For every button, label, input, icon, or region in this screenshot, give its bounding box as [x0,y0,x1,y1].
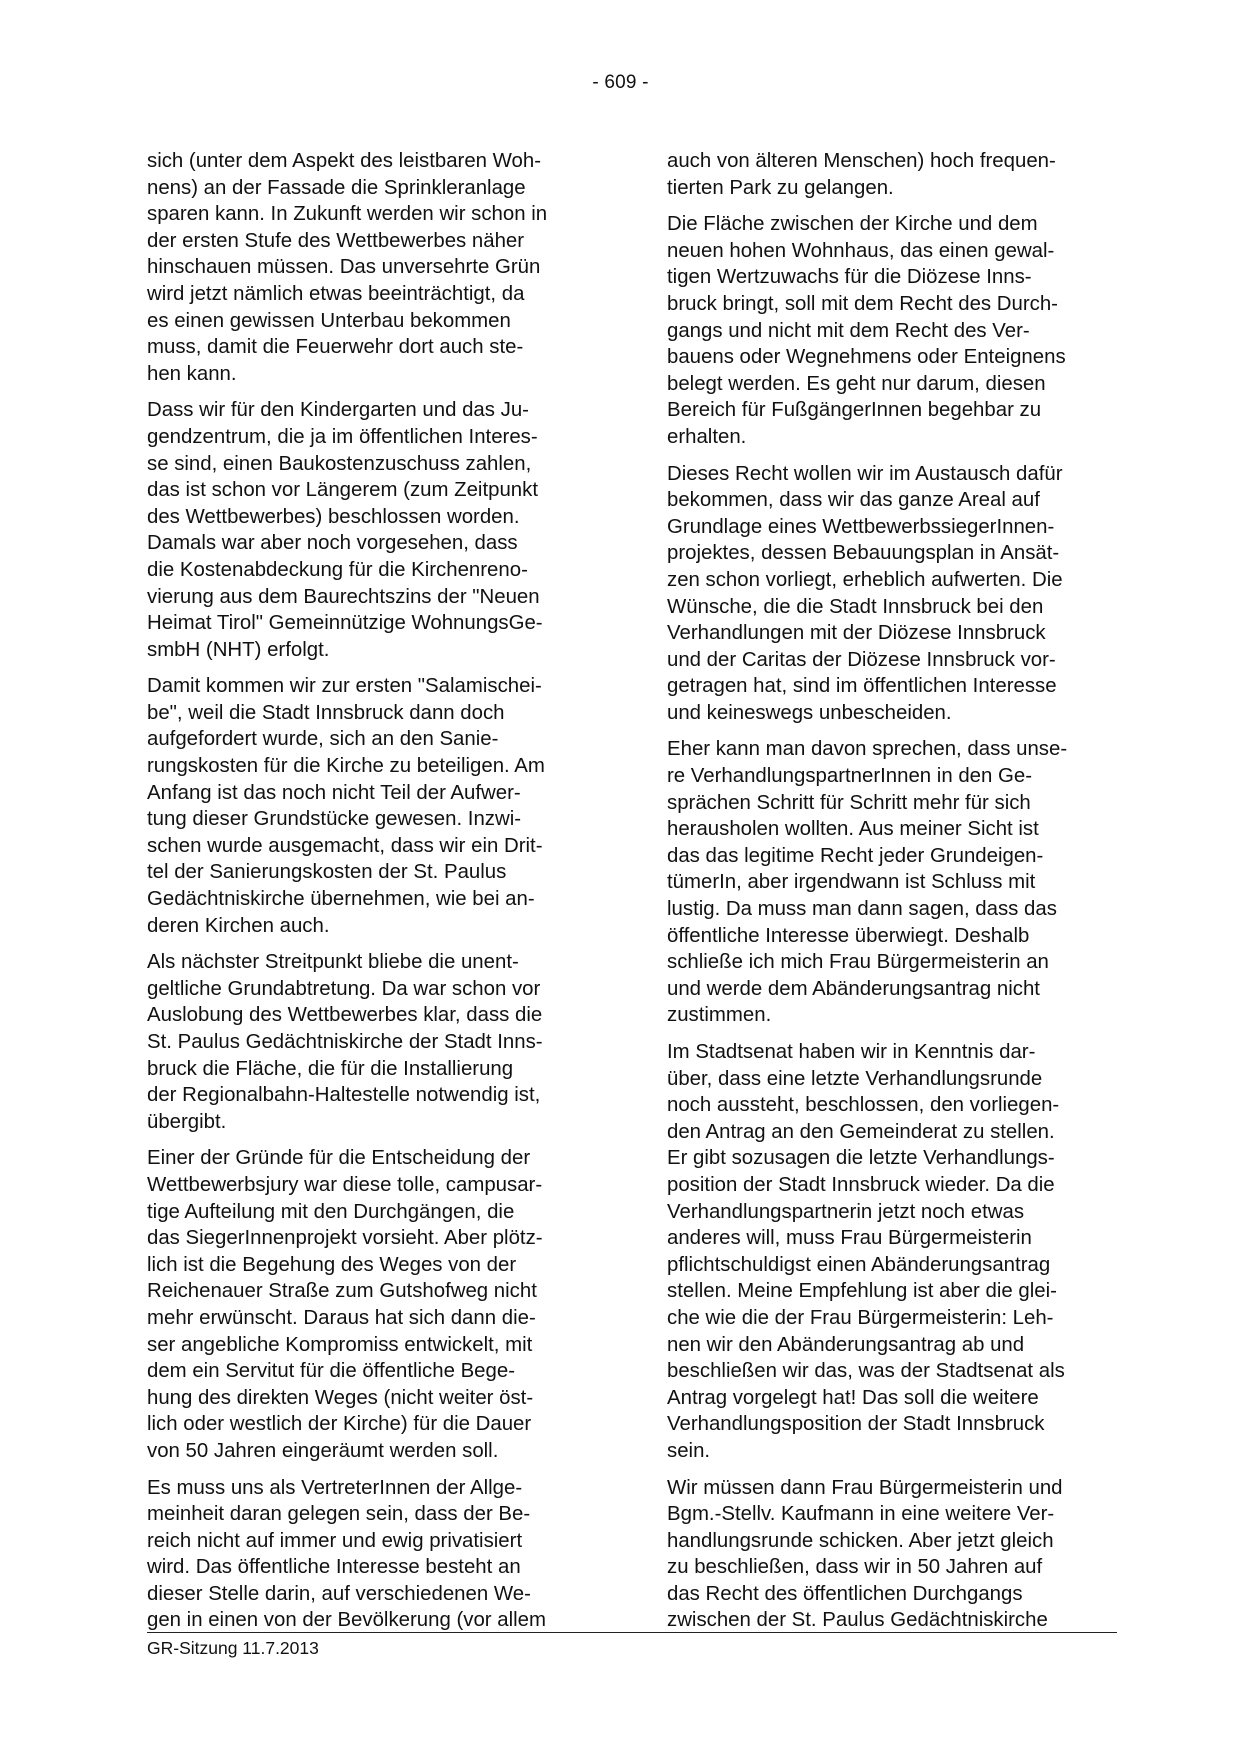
text-line: ser angebliche Kompromiss entwickelt, mit [147,1333,533,1356]
text-line: die Kostenabdeckung für die Kirchenreno- [147,558,528,581]
text-line: lich ist die Begehung des Weges von der [147,1253,517,1276]
text-line: über, dass eine letzte Verhandlungsrunde [667,1067,1043,1090]
text-line: das das legitime Recht jeder Grundeigen- [667,844,1044,867]
left-paragraph [147,949,597,1135]
text-line: getragen hat, sind im öffentlichen Interesse [667,675,1057,698]
text-line: bauens oder Wegnehmens oder Enteignens [667,346,1066,369]
text-line: tümerIn, aber irgendwann ist Schluss mit [667,871,1036,894]
text-line: Reichenauer Straße zum Gutshofweg nicht [147,1280,537,1303]
text-line: lustig. Da muss man dann sagen, dass das [667,898,1057,921]
text-line: neuen hohen Wohnhaus, das einen gewal- [667,239,1055,262]
left-column [147,148,597,1644]
text-line: Im Stadtsenat haben wir in Kenntnis dar- [667,1041,1036,1063]
text-line: zu beschließen, dass wir in 50 Jahren auf [667,1556,1043,1579]
text-line: se sind, einen Baukostenzuschuss zahlen, [147,452,532,475]
text-line: beschließen wir das, was der Stadtsenat als [667,1360,1065,1383]
text-line: tierten Park zu gelangen. [667,176,894,199]
text-line: vierung aus dem Baurechtszins der "Neuen [147,585,540,608]
right-paragraph [667,461,1117,727]
text-line: Verhandlungen mit der Diözese Innsbruck [667,622,1046,645]
footer-session-date: GR-Sitzung 11.7.2013 [147,1638,319,1658]
text-line: den Antrag an den Gemeinderat zu stellen. [667,1120,1055,1143]
text-line: anderes will, muss Frau Bürgermeisterin [667,1227,1032,1250]
text-line: der ersten Stufe des Wettbewerbes näher [147,229,525,252]
text-line: herausholen wollten. Aus meiner Sicht ist [667,818,1039,841]
text-line: von 50 Jahren eingeräumt werden soll. [147,1439,499,1462]
text-line: tigen Wertzuwachs für die Diözese Inns- [667,266,1032,289]
text-line: nen wir den Abänderungsantrag ab und [667,1333,1025,1356]
text-line: es einen gewissen Unterbau bekommen [147,309,511,332]
text-line: des Wettbewerbes) beschlossen worden. [147,505,520,528]
text-line: Wünsche, die die Stadt Innsbruck bei den [667,595,1044,618]
text-line: noch aussteht, beschlossen, den vorliegen- [667,1094,1060,1117]
text-line: smbH (NHT) erfolgt. [147,638,330,661]
text-line: Antrag vorgelegt hat! Das soll die weitere [667,1386,1039,1409]
text-line: und werde dem Abänderungsantrag nicht [667,977,1040,1000]
left-paragraph [147,148,597,387]
text-line: reich nicht auf immer und ewig privatisiert [147,1529,523,1552]
text-line: bruck die Fläche, die für die Installierung [147,1057,514,1080]
text-line: Bgm.-Stellv. Kaufmann in eine weitere Ver- [667,1503,1055,1526]
text-line: stellen. Meine Empfehlung ist aber die glei- [667,1280,1057,1303]
text-line: das Recht des öffentlichen Durchgangs [667,1582,1023,1605]
text-line: dem ein Servitut für die öffentliche Bege- [147,1360,515,1383]
text-line: handlungsrunde schicken. Aber jetzt gleich [667,1529,1054,1552]
text-line: Damals war aber noch vorgesehen, dass [147,532,518,555]
text-line: Er gibt sozusagen die letzte Verhandlungs- [667,1147,1055,1170]
text-line: tel der Sanierungskosten der St. Paulus [147,861,507,884]
text-line: Damit kommen wir zur ersten "Salamischei- [147,675,542,698]
left-paragraph [147,1145,597,1464]
text-line: öffentliche Interesse überwiegt. Deshalb [667,924,1030,947]
text-line: das SiegerInnenprojekt vorsieht. Aber plötz- [147,1227,543,1250]
text-line: be", weil die Stadt Innsbruck dann doch [147,701,505,724]
text-line: rungskosten für die Kirche zu beteiligen. Am [147,755,545,778]
text-line: gendzentrum, die ja im öffentlichen Interes- [147,425,538,448]
text-line: Die Fläche zwischen der Kirche und dem [667,213,1038,236]
right-paragraph [667,1475,1117,1635]
text-line: Anfang ist das noch nicht Teil der Aufwer- [147,781,521,804]
text-line: zen schon vorliegt, erheblich aufwerten. Die [667,568,1063,591]
left-paragraph [147,397,597,663]
text-line: schen wurde ausgemacht, dass wir ein Drit- [147,834,543,857]
text-line: sich (unter dem Aspekt des leistbaren Woh- [147,150,542,172]
text-line: belegt werden. Es geht nur darum, diesen [667,372,1046,395]
text-line: St. Paulus Gedächtniskirche der Stadt Inns- [147,1031,543,1053]
text-line: tung dieser Grundstücke gewesen. Inzwi- [147,808,522,831]
text-line: mehr erwünscht. Daraus hat sich dann die- [147,1306,536,1329]
right-column [667,148,1117,1644]
text-line: aufgefordert wurde, sich an den Sanie- [147,728,499,751]
right-paragraph [667,736,1117,1029]
text-line: hung des direkten Weges (nicht weiter öst- [147,1386,534,1409]
text-line: der Regionalbahn-Haltestelle notwendig ist, [147,1084,541,1107]
text-line: das ist schon vor Längerem (zum Zeitpunkt [147,479,538,502]
text-line: che wie die der Frau Bürgermeisterin: Leh- [667,1306,1054,1329]
text-line: Dass wir für den Kindergarten und das Ju- [147,399,529,422]
text-line: wird jetzt nämlich etwas beeinträchtigt, da [147,282,525,305]
text-line: erhalten. [667,425,747,448]
text-line: und der Caritas der Diözese Innsbruck vor- [667,648,1056,671]
text-line: projektes, dessen Bebauungsplan in Ansät- [667,542,1060,565]
text-line: schließe ich mich Frau Bürgermeisterin an [667,951,1049,974]
text-line: zustimmen. [667,1004,772,1027]
text-line: deren Kirchen auch. [147,914,330,937]
text-line: Grundlage eines WettbewerbssiegerInnen- [667,515,1055,538]
text-line: bekommen, dass wir das ganze Areal auf [667,489,1040,512]
text-line: Als nächster Streitpunkt bliebe die unent- [147,951,519,974]
text-line: hinschauen müssen. Das unversehrte Grün [147,256,541,279]
text-line: re VerhandlungspartnerInnen in den Ge- [667,765,1033,788]
text-line: pflichtschuldigst einen Abänderungsantrag [667,1253,1051,1276]
text-line: dieser Stelle darin, auf verschiedenen We- [147,1582,531,1605]
text-line: meinheit daran gelegen sein, dass der Be- [147,1503,531,1526]
right-paragraph [667,148,1117,201]
text-line: muss, damit die Feuerwehr dort auch ste- [147,336,524,359]
text-line: hen kann. [147,362,237,385]
text-line: Wir müssen dann Frau Bürgermeisterin und [667,1476,1063,1499]
text-line: wird. Das öffentliche Interesse besteht an [147,1556,521,1579]
text-line: Eher kann man davon sprechen, dass unse- [667,738,1068,761]
left-paragraph [147,673,597,939]
text-line: sein. [667,1439,711,1462]
text-line: auch von älteren Menschen) hoch frequen- [667,150,1056,172]
text-line: übergibt. [147,1110,227,1133]
text-line: sparen kann. In Zukunft werden wir schon in [147,203,548,226]
text-line: gangs und nicht mit dem Recht des Ver- [667,319,1030,342]
page-number: - 609 - [592,72,649,93]
text-line: sprächen Schritt für Schritt mehr für sich [667,791,1031,814]
text-line: Gedächtniskirche übernehmen, wie bei an- [147,888,535,911]
right-paragraph [667,1039,1117,1465]
text-line: Auslobung des Wettbewerbes klar, dass die [147,1004,543,1027]
right-paragraph [667,211,1117,450]
text-line: zwischen der St. Paulus Gedächtniskirche [667,1609,1048,1632]
text-line: Bereich für FußgängerInnen begehbar zu [667,399,1042,422]
text-line: Es muss uns als VertreterInnen der Allge- [147,1476,523,1499]
text-line: tige Aufteilung mit den Durchgängen, die [147,1200,515,1223]
text-line: bruck bringt, soll mit dem Recht des Durch- [667,292,1058,315]
text-line: und keineswegs unbescheiden. [667,701,952,724]
text-line: lich oder westlich der Kirche) für die Dauer [147,1413,532,1436]
text-line: Einer der Gründe für die Entscheidung der [147,1147,531,1170]
text-line: gen in einen von der Bevölkerung (vor allem [147,1609,546,1632]
text-line: Heimat Tirol" Gemeinnützige WohnungsGe- [147,612,543,635]
footer-divider [147,1632,1117,1633]
text-line: position der Stadt Innsbruck wieder. Da die [667,1173,1055,1196]
text-line: Dieses Recht wollen wir im Austausch dafür [667,462,1063,485]
text-line: Verhandlungsposition der Stadt Innsbruck [667,1413,1045,1436]
left-paragraph [147,1475,597,1635]
text-line: nens) an der Fassade die Sprinkleranlage [147,176,526,199]
text-line: Wettbewerbsjury war diese tolle, campusar- [147,1173,543,1196]
text-line: Verhandlungspartnerin jetzt noch etwas [667,1200,1025,1223]
text-line: geltliche Grundabtretung. Da war schon vor [147,977,541,1000]
